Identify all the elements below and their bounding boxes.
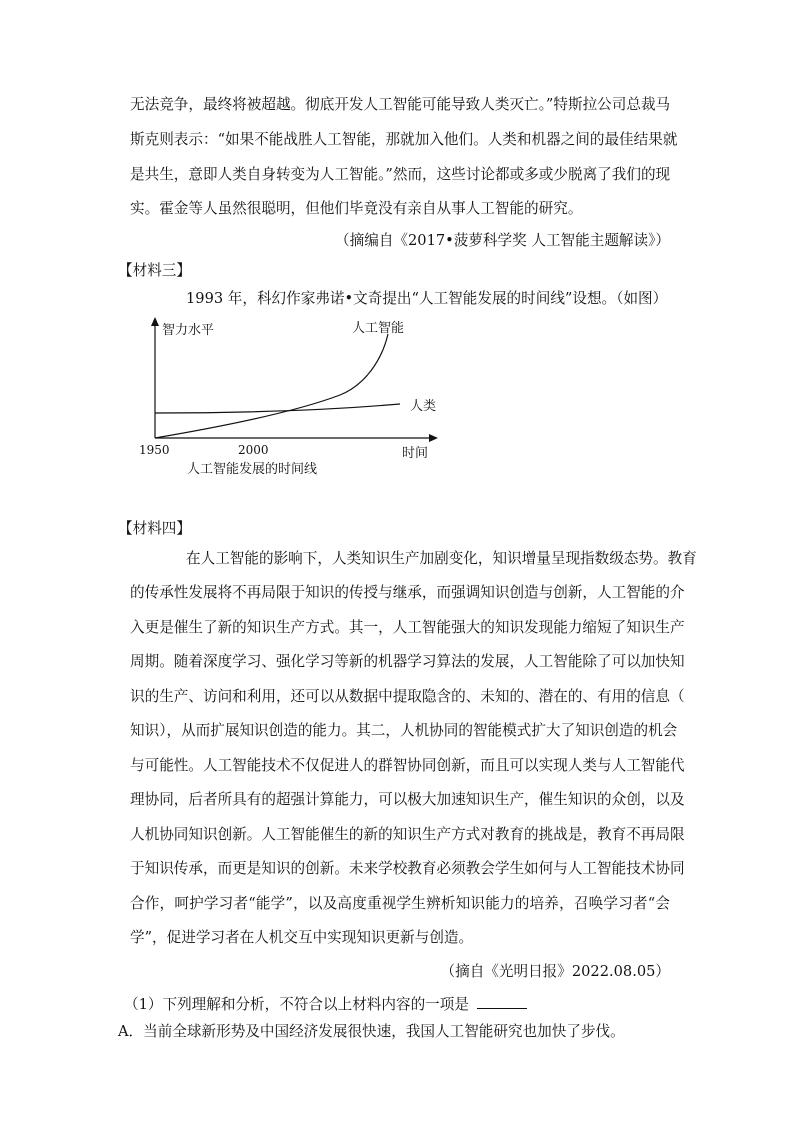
paragraph-line: 知识），从而扩展知识创造的能力。其二，人机协同的智能模式扩大了知识创造的机会 [130, 722, 678, 739]
paragraph-line: 斯克则表示：“如果不能战胜人工智能，那就加入他们。人类和机器之间的最佳结果就 [130, 131, 678, 148]
paragraph-line: 的传承性发展将不再局限于知识的传授与继承，而强调知识创造与创新，人工智能的介 [130, 584, 685, 601]
ai-timeline-chart [130, 312, 450, 477]
paragraph-line: 人机协同知识创新。人工智能催生的新的知识生产方式对教育的挑战是，教育不再局限 [130, 826, 685, 843]
paragraph-line: 实。霍金等人虽然很聪明，但他们毕竟没有亲自从事人工智能的研究。 [130, 200, 583, 217]
paragraph-line: 学”，促进学习者在人机交互中实现知识更新与创造。 [130, 929, 474, 946]
source-citation: （摘自《光明日报》2022.08.05） [440, 963, 670, 980]
material-3-heading: 【材料三】 [118, 262, 191, 279]
paragraph-line: 无法竞争，最终将被超越。彻底开发人工智能可能导致人类灭亡。”特斯拉公司总裁马 [130, 96, 671, 113]
y-axis-arrow [151, 317, 159, 326]
option-a[interactable]: A．当前全球新形势及中国经济发展很快速，我国人工智能研究也加快了步伐。 [118, 1023, 625, 1040]
x-axis-label: 时间 [402, 446, 429, 461]
series-label-ai: 人工智能 [352, 321, 405, 336]
paragraph-line: 周期。随着深度学习、强化学习等新的机器学习算法的发展，人工智能除了可以加快知 [130, 653, 685, 670]
series-label-human: 人类 [410, 399, 437, 414]
question-stem-text: （1）下列理解和分析，不符合以上材料内容的一项是 [124, 996, 469, 1013]
paragraph-line: 于知识传承，而更是知识的创新。未来学校教育必须教会学生如何与人工智能技术协同 [130, 860, 685, 877]
paragraph-line: 合作，呵护学习者“能学”，以及高度重视学生辨析知识能力的培养，召唤学习者“会 [130, 895, 670, 912]
chart-caption: 人工智能发展的时间线 [187, 462, 318, 477]
paragraph-line: 入更是催生了新的知识生产方式。其一，人工智能强大的知识发现能力缩短了知识生产 [130, 619, 685, 636]
paragraph-line: 理协同，后者所具有的超强计算能力，可以极大加速知识生产，催生知识的众创，以及 [130, 791, 685, 808]
paragraph-line: 在人工智能的影响下，人类知识生产加剧变化，知识增量呈现指数级态势。教育 [186, 550, 697, 567]
source-citation: （摘编自《2017•菠萝科学奖 人工智能主题解读》） [335, 232, 670, 249]
paragraph-line: 识的生产、访问和利用，还可以从数据中提取隐含的、未知的、潜在的、有用的信息（ [130, 688, 685, 705]
answer-blank[interactable] [477, 994, 527, 1009]
material-3-intro: 1993 年，科幻作家弗诺•文奇提出“人工智能发展的时间线”设想。（如图） [186, 290, 668, 307]
question-stem [124, 994, 527, 1015]
paragraph-line: 是共生，意即人类自身转变为人工智能。”然而，这些讨论都或多或少脱离了我们的现 [130, 166, 671, 183]
paragraph-line: 与可能性。人工智能技术不仅促进人的群智协同创新，而且可以实现人类与人工智能代 [130, 757, 685, 774]
x-tick-1950: 1950 [139, 443, 170, 457]
series-line-ai [155, 334, 388, 438]
series-line-human [155, 404, 400, 413]
y-axis-label: 智力水平 [162, 323, 215, 338]
x-tick-2000: 2000 [238, 443, 269, 457]
material-4-heading: 【材料四】 [118, 520, 191, 537]
x-axis-arrow [429, 434, 438, 442]
